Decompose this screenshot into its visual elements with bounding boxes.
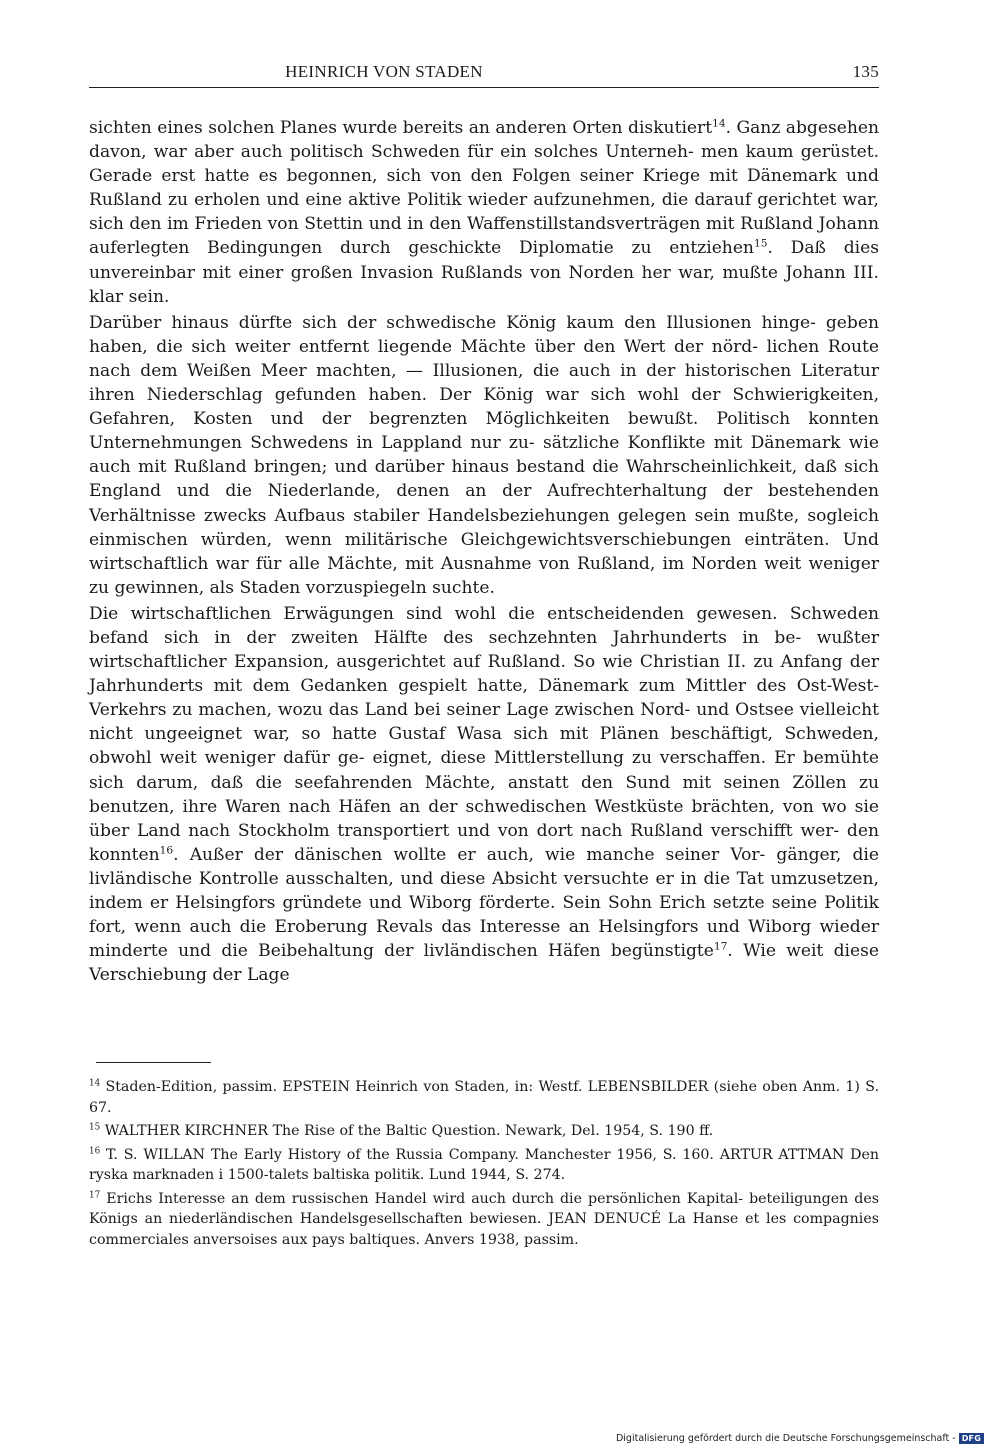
paragraph-2: Darüber hinaus dürfte sich der schwedische König kaum den Illusionen hinge- geben haben, die sich weiter entfernt liegende Mächte über den Wert der nörd- lichen Route nach dem Weißen Meer machten, — Illusionen, die auch in der historischen Literatur ihren Niederschlag gefunden haben. Der König war sich wohl der Schwierigkeiten, Gefahren, Kosten und der begrenzten Möglichkeiten bewußt. Politisch konnten Unternehmungen Schwedens in Lappland nur zu- sätzliche Konflikte mit Dänemark wie auch mit Rußland bringen; und darüber hinaus bestand die Wahrscheinlichkeit, daß sich England und die Niederlande, denen an der Aufrechterhaltung der bestehenden Verhältnisse zwecks Aufbaus stabiler Handelsbeziehungen gelegen sein mußte, sogleich einmischen würden, wenn militärische Gleichgewichtsverschiebungen einträten. Und wirtschaftlich war für alle Mächte, mit Ausnahme von Rußland, im Norden weit weniger zu gewinnen, als Staden vorzuspiegeln suchte. xyxy=(89,312,879,598)
footnote-mark: 17 xyxy=(89,1189,101,1200)
main-text xyxy=(89,116,879,989)
footnote-15 xyxy=(89,1121,879,1142)
paragraph-3 xyxy=(89,602,879,988)
footnotes xyxy=(89,1077,879,1253)
text-run: sichten eines solchen Planes wurde bereits an anderen Orten diskutiert xyxy=(89,118,713,138)
footnote-mark: 16 xyxy=(89,1145,101,1156)
dfg-logo-icon: DFG xyxy=(959,1433,984,1444)
text-run: . Ganz abgesehen davon, war aber auch politisch Schweden für ein solches Unterneh- men kaum gerüstet. Gerade erst hatte es begonnen, sich von den Folgen seiner Kriege mit Dänemark und Rußland zu erholen und eine aktive Politik wieder aufzunehmen, die darauf gerichtet war, sich den im Frieden von Stettin und in den Waffenstillstandsverträgen mit Rußland Johann auferlegten Bedingungen durch geschickte Diplomatie zu entziehen xyxy=(89,118,879,259)
credit-text: Digitalisierung gefördert durch die Deutsche Forschungsgemeinschaft - xyxy=(615,1432,956,1444)
page-number: 135 xyxy=(852,62,879,81)
footnote-ref-16: 16 xyxy=(159,844,174,857)
footnote-text: Erichs Interesse an dem russischen Handel wird auch durch die persönlichen Kapital- beteiligungen des Königs an niederländischen Handelsgesellschaften bewiesen. JEAN DENUCÉ La Hanse et les compagnies commerciales anversoises aux pays baltiques. Anvers 1938, passim. xyxy=(89,1190,879,1248)
footnote-14 xyxy=(89,1077,879,1118)
text-run: . Außer der dänischen wollte er auch, wie manche seiner Vor- gänger, die livländische Kontrolle ausschalten, und diese Absicht versuchte er in die Tat umzusetzen, indem er Helsingfors gründete und Wiborg förderte. Sein Sohn Erich setzte seine Politik fort, wenn auch die Eroberung Revals das Interesse an Helsingfors und Wiborg wieder minderte und die Beibehaltung der livländischen Häfen begünstigte xyxy=(89,844,879,962)
running-header xyxy=(89,62,879,86)
header-rule xyxy=(89,87,879,88)
digitization-credit xyxy=(616,1430,984,1446)
footnote-text: T. S. WILLAN The Early History of the Russia Company. Manchester 1956, S. 160. ARTUR ATTMAN Den ryska marknaden i 1500-talets baltiska politik. Lund 1944, S. 274. xyxy=(89,1146,879,1183)
text-run: . Wie weit diese Verschiebung der Lage xyxy=(89,941,879,986)
footnote-text: WALTHER KIRCHNER The Rise of the Baltic Question. Newark, Del. 1954, S. 190 ff. xyxy=(104,1123,714,1139)
running-title: HEINRICH VON STADEN xyxy=(285,62,483,81)
footnote-mark: 15 xyxy=(89,1122,101,1133)
footnote-rule xyxy=(96,1062,211,1063)
footnote-mark: 14 xyxy=(89,1078,101,1089)
footnote-text: Staden-Edition, passim. EPSTEIN Heinrich von Staden, in: Westf. LEBENSBILDER (siehe oben Anm. 1) S. 67. xyxy=(89,1079,879,1116)
footnote-ref-17: 17 xyxy=(713,940,728,953)
footnote-ref-15: 15 xyxy=(753,237,768,250)
footnote-ref-14: 14 xyxy=(712,117,726,130)
paragraph-1 xyxy=(89,116,879,309)
footnote-17 xyxy=(89,1189,879,1251)
text-run: . Daß dies unvereinbar mit einer großen Invasion Rußlands von Norden her war, mußte Johann III. klar sein. xyxy=(89,238,879,307)
text-run: Die wirtschaftlichen Erwägungen sind wohl die entscheidenden gewesen. Schweden befand sich in der zweiten Hälfte des sechzehnten Jahrhunderts in be- wußter wirtschaftlicher Expansion, ausgerichtet auf Rußland. So wie Christian II. zu Anfang der Jahrhunderts mit dem Gedanken gespielt hatte, Dänemark zum Mittler des Ost-West-Verkehrs zu machen, wozu das Land bei seiner Lage zwischen Nord- und Ostsee vielleicht nicht ungeeignet war, so hatte Gustaf Wasa sich mit Plänen beschäftigt, Schweden, obwohl weit weniger dafür ge- eignet, diese Mittlerstellung zu verschaffen. Er bemühte sich darum, daß die seefahrenden Mächte, anstatt den Sund mit seinen Zöllen zu benutzen, ihre Waren nach Häfen an der schwedischen Westküste brächten, von wo sie über Land nach Stockholm transportiert und von dort nach Rußland verschifft wer- den konnten xyxy=(89,603,879,865)
footnote-16 xyxy=(89,1145,879,1186)
